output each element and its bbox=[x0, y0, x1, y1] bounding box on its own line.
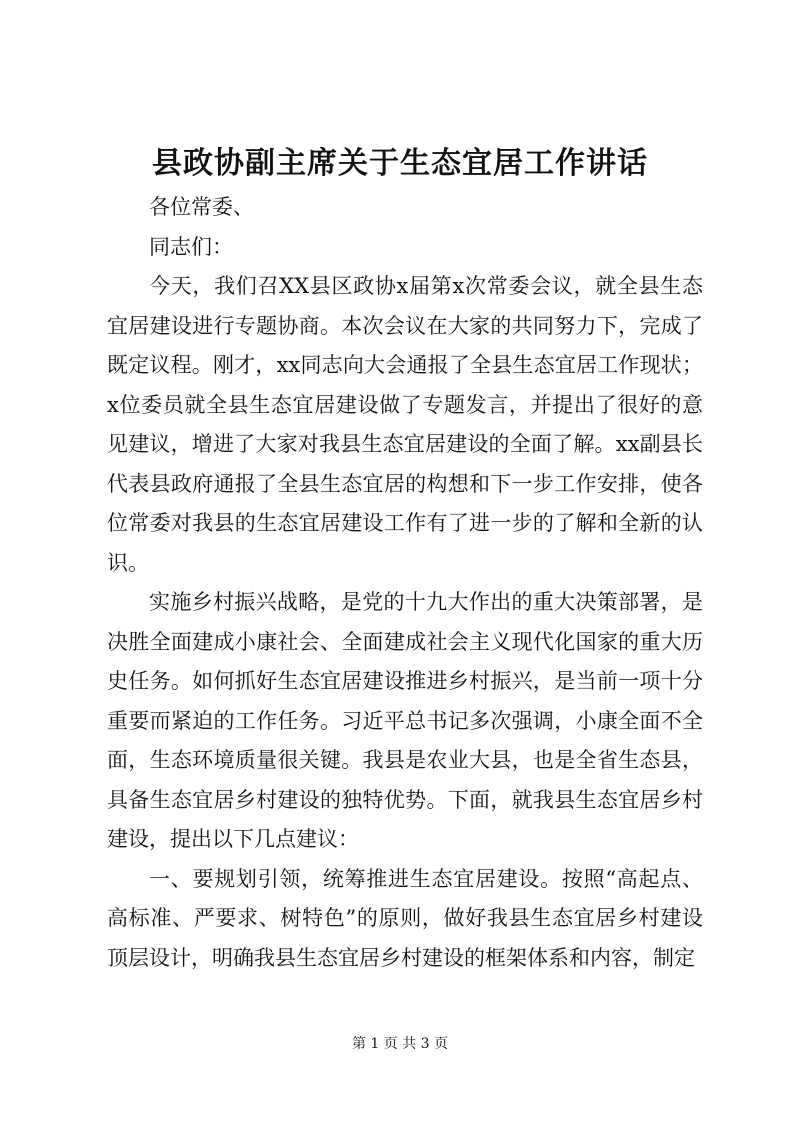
document-body bbox=[107, 188, 703, 978]
body-paragraph-2: 实施乡村振兴战略，是党的十九大作出的重大决策部署，是决胜全面建成小康社会、全面建成社会主义现代化国家的重大历史任务。如何抓好生态宜居建设推进乡村振兴，是当前一项十分重要而紧迫的工作任务。习近平总书记多次强调，小康全面不全面，生态环境质量很关键。我县是农业大县，也是全省生态县，具备生态宜居乡村建设的独特优势。下面，就我县生态宜居乡村建设，提出以下几点建议： bbox=[107, 590, 703, 851]
salutation-line-1: 各位常委、 bbox=[149, 195, 254, 219]
body-paragraph-3: 一、要规划引领，统筹推进生态宜居建设。按照“高起点、高标准、严要求、树特色”的原则，做好我县生态宜居乡村建设顶层设计，明确我县生态宜居乡村建设的框架体系和内容，制定 bbox=[107, 866, 703, 970]
document-title: 县政协副主席关于生态宜居工作讲话 bbox=[152, 146, 648, 181]
page-number-footer: 第 1 页 共 3 页 bbox=[351, 1036, 449, 1052]
salutation-line-2: 同志们： bbox=[149, 234, 233, 259]
body-paragraph-1: 今天，我们召XX县区政协x届第x次常委会议，就全县生态宜居建设进行专题协商。本次会议在大家的共同努力下，完成了既定议程。刚才，xx同志向大会通报了全县生态宜居工作现状；x位委员就全县生态宜居建设做了专题发言，并提出了很好的意见建议，增进了大家对我县生态宜居建设的全面了解。xx副县长代表县政府通报了全县生态宜居的构想和下一步工作安排，使各位常委对我县的生态宜居建设工作有了进一步的了解和全新的认识。 bbox=[107, 274, 703, 575]
